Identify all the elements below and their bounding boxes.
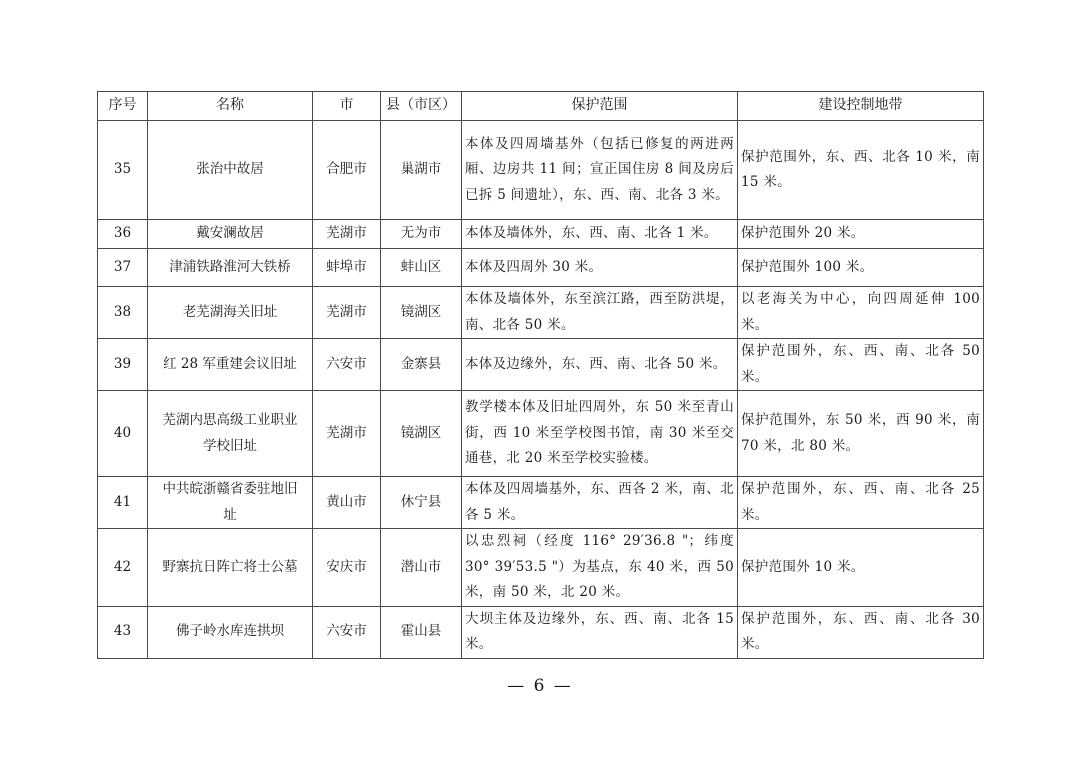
serial-number-cell: 37 xyxy=(98,249,148,287)
construction-control-cell: 保护范围外 20 米。 xyxy=(738,220,984,249)
city-cell: 合肥市 xyxy=(313,121,381,220)
city-cell: 芜湖市 xyxy=(313,287,381,339)
county-cell: 潜山市 xyxy=(381,529,462,607)
table-row xyxy=(98,249,984,287)
table-row xyxy=(98,220,984,249)
serial-number-cell: 39 xyxy=(98,339,148,391)
county-cell: 镜湖区 xyxy=(381,287,462,339)
construction-control-cell: 以老海关为中心，向四周延伸 100 米。 xyxy=(738,287,984,339)
site-name-cell: 野寨抗日阵亡将士公墓 xyxy=(148,529,313,607)
serial-number-cell: 41 xyxy=(98,477,148,529)
city-cell: 蚌埠市 xyxy=(313,249,381,287)
header-serial-number: 序号 xyxy=(98,92,148,121)
construction-control-cell: 保护范围外，东、西、南、北各 30 米。 xyxy=(738,606,984,658)
header-construction-control-zone: 建设控制地带 xyxy=(738,92,984,121)
protection-scope-cell: 本体及四周墙基外（包括已修复的两进两厢、边房共 11 间；宣正国住房 8 间及房后已拆 5 间遗址），东、西、南、北各 3 米。 xyxy=(462,121,738,220)
construction-control-cell: 保护范围外，东、西、南、北各 50 米。 xyxy=(738,339,984,391)
site-name-cell: 戴安澜故居 xyxy=(148,220,313,249)
protection-scope-cell: 本体及四周墙基外，东、西各 2 米，南、北各 5 米。 xyxy=(462,477,738,529)
county-cell: 休宁县 xyxy=(381,477,462,529)
construction-control-cell: 保护范围外，东、西、北各 10 米，南 15 米。 xyxy=(738,121,984,220)
county-cell: 镜湖区 xyxy=(381,391,462,477)
protection-scope-cell: 以忠烈祠（经度 116° 29′36.8 "；纬度 30° 39′53.5 "）为基点，东 40 米，西 50 米，南 50 米，北 20 米。 xyxy=(462,529,738,607)
city-cell: 六安市 xyxy=(313,339,381,391)
site-name-cell: 津浦铁路淮河大铁桥 xyxy=(148,249,313,287)
serial-number-cell: 40 xyxy=(98,391,148,477)
table-row xyxy=(98,339,984,391)
serial-number-cell: 35 xyxy=(98,121,148,220)
site-name-cell: 张治中故居 xyxy=(148,121,313,220)
page-number: — 6 — xyxy=(507,676,573,696)
table-row xyxy=(98,391,984,477)
protection-scope-cell: 教学楼本体及旧址四周外，东 50 米至青山街，西 10 米至学校图书馆，南 30 米至交通巷，北 20 米至学校实验楼。 xyxy=(462,391,738,477)
city-cell: 安庆市 xyxy=(313,529,381,607)
county-cell: 霍山县 xyxy=(381,606,462,658)
protection-scope-cell: 本体及四周外 30 米。 xyxy=(462,249,738,287)
table-row xyxy=(98,121,984,220)
protection-scope-cell: 本体及边缘外，东、西、南、北各 50 米。 xyxy=(462,339,738,391)
county-cell: 蚌山区 xyxy=(381,249,462,287)
header-name: 名称 xyxy=(148,92,313,121)
site-name-cell: 中共皖浙赣省委驻地旧址 xyxy=(148,477,313,529)
protection-scope-cell: 本体及墙体外，东、西、南、北各 1 米。 xyxy=(462,220,738,249)
serial-number-cell: 38 xyxy=(98,287,148,339)
city-cell: 芜湖市 xyxy=(313,220,381,249)
site-name-cell: 红 28 军重建会议旧址 xyxy=(148,339,313,391)
serial-number-cell: 36 xyxy=(98,220,148,249)
table-row xyxy=(98,606,984,658)
construction-control-cell: 保护范围外 100 米。 xyxy=(738,249,984,287)
city-cell: 六安市 xyxy=(313,606,381,658)
construction-control-cell: 保护范围外，东 50 米，西 90 米，南 70 米，北 80 米。 xyxy=(738,391,984,477)
table-row xyxy=(98,529,984,607)
county-cell: 金寨县 xyxy=(381,339,462,391)
county-cell: 巢湖市 xyxy=(381,121,462,220)
construction-control-cell: 保护范围外 10 米。 xyxy=(738,529,984,607)
header-city: 市 xyxy=(313,92,381,121)
site-name-cell: 芜湖内思高级工业职业学校旧址 xyxy=(148,391,313,477)
site-name-cell: 老芜湖海关旧址 xyxy=(148,287,313,339)
county-cell: 无为市 xyxy=(381,220,462,249)
serial-number-cell: 42 xyxy=(98,529,148,607)
city-cell: 黄山市 xyxy=(313,477,381,529)
header-county: 县（市区） xyxy=(381,92,462,121)
table-row xyxy=(98,287,984,339)
protection-scope-cell: 本体及墙体外，东至滨江路，西至防洪堤，南、北各 50 米。 xyxy=(462,287,738,339)
table-row xyxy=(98,477,984,529)
heritage-protection-table xyxy=(97,91,984,659)
header-protection-scope: 保护范围 xyxy=(462,92,738,121)
protection-scope-cell: 大坝主体及边缘外，东、西、南、北各 15 米。 xyxy=(462,606,738,658)
table-header-row xyxy=(98,92,984,121)
construction-control-cell: 保护范围外，东、西、南、北各 25 米。 xyxy=(738,477,984,529)
serial-number-cell: 43 xyxy=(98,606,148,658)
site-name-cell: 佛子岭水库连拱坝 xyxy=(148,606,313,658)
city-cell: 芜湖市 xyxy=(313,391,381,477)
